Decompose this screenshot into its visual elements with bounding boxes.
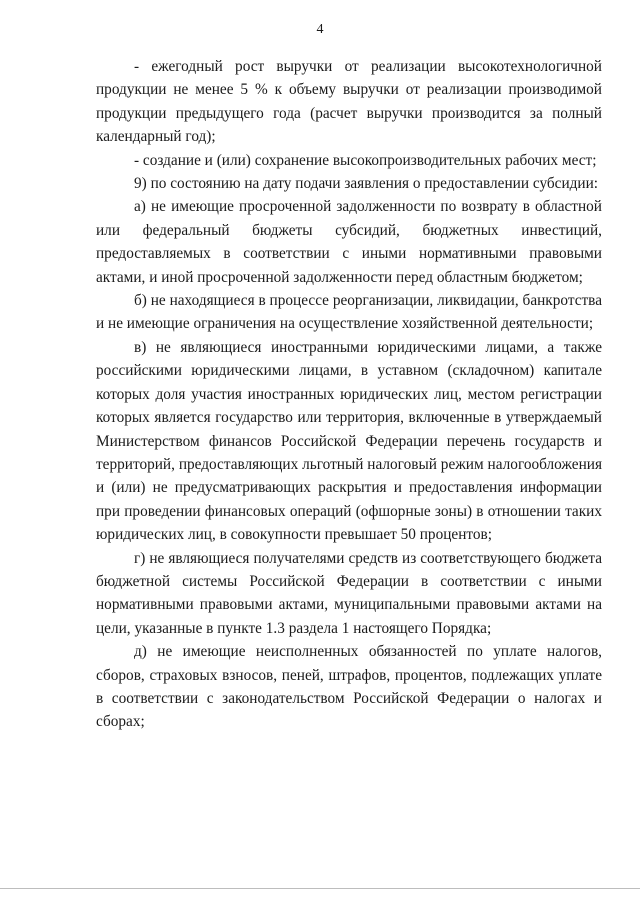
paragraph-item-b: б) не находящиеся в процессе реорганизации, ликвидации, банкротства и не имеющие ограничения на осуществление хозяйственной деятельности; [96, 292, 602, 333]
paragraph-item-9: 9) по состоянию на дату подачи заявления о предоставлении субсидии: [134, 175, 599, 193]
page-number: 4 [316, 22, 324, 37]
page-bottom-rule [0, 888, 640, 889]
document-body [96, 55, 602, 734]
paragraph-jobs: - создание и (или) сохранение высокопроизводительных рабочих мест; [134, 151, 597, 169]
paragraph-revenue-growth: - ежегодный рост выручки от реализации высокотехнологичной продукции не менее 5 % к объему выручки от реализации производимой продукции предыдущего года (расчет выручки производится за полный календарный год); [96, 58, 602, 146]
paragraph-item-d: д) не имеющие неисполненных обязанностей по уплате налогов, сборов, страховых взносов, пеней, штрафов, процентов, подлежащих уплате в соответствии с законодательством Российской Федерации о налогах и сборах; [96, 643, 602, 731]
paragraph-item-a: а) не имеющие просроченной задолженности по возврату в областной или федеральный бюджеты субсидий, бюджетных инвестиций, предоставляемых в соответствии с иными нормативными правовыми актами, и иной просроченной задолженности перед областным бюджетом; [96, 198, 602, 286]
paragraph-item-g: г) не являющиеся получателями средств из соответствующего бюджета бюджетной системы Российской Федерации в соответствии с иными нормативными правовыми актами, муниципальными правовыми актами на цели, указанные в пункте 1.3 раздела 1 настоящего Порядка; [96, 549, 602, 637]
paragraph-item-v: в) не являющиеся иностранными юридическими лицами, а также российскими юридическими лицами, в уставном (складочном) капитале которых доля участия иностранных юридических лиц, местом регистрации которых является государство или территория, включенные в утверждаемый Министерством финансов Российской Федерации перечень государств и территорий, предоставляющих льготный налоговый режим налогообложения и (или) не предусматривающих раскрытия и предоставления информации при проведении финансовых операций (офшорные зоны) в отношении таких юридических лиц, в совокупности превышает 50 процентов; [96, 338, 602, 544]
